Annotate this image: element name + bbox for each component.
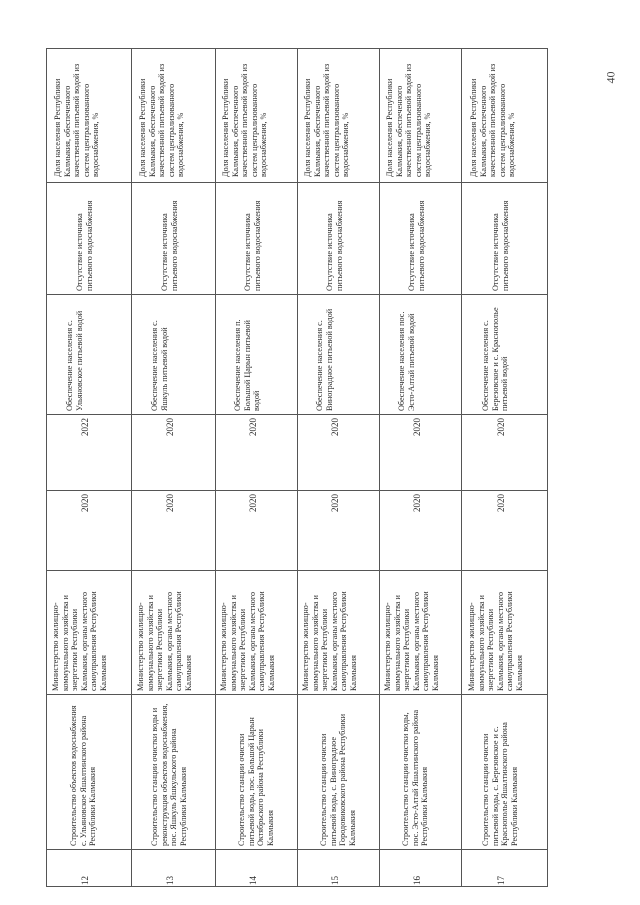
cell-indicator <box>132 48 216 182</box>
table-bottom-border-end <box>47 886 547 887</box>
cell-responsible <box>380 570 462 695</box>
cell-result <box>462 294 548 415</box>
cell-responsible <box>462 570 548 695</box>
cell-object <box>298 694 380 850</box>
result-text: Обеспечение населения с. Ульяновское питьевой водой <box>65 310 84 411</box>
cell-problem <box>47 182 131 295</box>
cell-responsible <box>298 570 380 695</box>
end-year-text: 2022 <box>80 418 90 436</box>
cell-object <box>462 694 548 850</box>
result-text: Обеспечение населения с. Яшкуль питьевой водой <box>150 320 169 411</box>
problem-text: Отсутствие источника питьевого водоснабжения <box>75 200 94 291</box>
table-row <box>461 48 548 887</box>
cell-start-year <box>216 490 298 571</box>
cell-end-year <box>47 414 131 491</box>
cell-result <box>216 294 298 415</box>
cell-end-year <box>462 414 548 491</box>
table-row <box>131 48 216 887</box>
table-row <box>215 48 298 887</box>
object-text: Строительство станции очистки питьевой воды, с. Березовское и с. Краснополье Яшалтинского района Республики Калмыкия <box>481 721 519 846</box>
cell-object <box>380 694 462 850</box>
indicator-text: Доля населения Республики Калмыкия, обеспеченного качественной питьевой водой из систем централизованного водоснабжения, % <box>303 63 351 177</box>
row-number: 16 <box>412 876 422 885</box>
row-number: 12 <box>80 876 90 885</box>
cell-object <box>132 694 216 850</box>
page-number: 40 <box>603 71 618 84</box>
problem-text: Отсутствие источника питьевого водоснабжения <box>160 200 179 291</box>
table-row <box>297 48 380 887</box>
cell-start-year <box>132 490 216 571</box>
cell-end-year <box>132 414 216 491</box>
responsible-text: Министерство жилищно-коммунального хозяйства и энергетики Республики Калмыкия, органы местного самоуправления Республики Калмыкия <box>301 591 358 691</box>
cell-number <box>462 849 548 888</box>
result-text: Обеспечение населения с. Березовское и с. Краснополье питьевой водой <box>481 307 510 411</box>
cell-indicator <box>47 48 131 182</box>
cell-number <box>298 849 380 888</box>
responsible-text: Министерство жилищно-коммунального хозяйства и энергетики Республики Калмыкия, органы местного самоуправления Республики Калмыкия <box>136 591 193 691</box>
object-text: Строительство объектов водоснабжения с. Ульяновское Яшалтинского района Республики Калмыкия <box>69 704 98 846</box>
cell-indicator <box>298 48 380 182</box>
cell-responsible <box>216 570 298 695</box>
problem-text: Отсутствие источника питьевого водоснабжения <box>325 200 344 291</box>
cell-problem <box>380 182 462 295</box>
cell-number <box>216 849 298 888</box>
cell-responsible <box>132 570 216 695</box>
cell-number <box>380 849 462 888</box>
table-row <box>379 48 462 887</box>
result-text: Обеспечение населения п. Большой Царын питьевой водой <box>233 319 262 411</box>
start-year-text: 2020 <box>330 494 340 512</box>
end-year-text: 2020 <box>496 418 506 436</box>
cell-object <box>47 694 131 850</box>
problem-text: Отсутствие источника питьевого водоснабжения <box>491 200 510 291</box>
cell-indicator <box>462 48 548 182</box>
table-row <box>47 48 131 887</box>
cell-start-year <box>462 490 548 571</box>
rotated-table <box>46 48 548 887</box>
indicator-text: Доля населения Республики Калмыкия, обеспеченного качественной питьевой водой из систем централизованного водоснабжения, % <box>469 63 517 177</box>
cell-number <box>47 849 131 888</box>
cell-end-year <box>380 414 462 491</box>
object-text: Строительство станции очистки воды, пос. Эсто-Алтай Яшалтинского района Республики Калмыкия <box>401 709 430 846</box>
cell-problem <box>298 182 380 295</box>
responsible-text: Министерство жилищно-коммунального хозяйства и энергетики Республики Калмыкия, органы местного самоуправления Республики Калмыкия <box>219 591 276 691</box>
object-text: Строительство станции очистки воды и реконструкция объектов водоснабжения, пос. Яшкуль Яшкульского района Республики Калмыкия <box>150 703 188 846</box>
result-text: Обеспечение населения с. Виноградное питьевой водой <box>315 308 334 411</box>
row-number: 17 <box>496 876 506 885</box>
cell-end-year <box>216 414 298 491</box>
object-text: Строительство станции очистки питьевой воды, пос. Большой Царын Октябрьского района Республики Калмыкия <box>237 716 275 846</box>
cell-result <box>132 294 216 415</box>
end-year-text: 2020 <box>412 418 422 436</box>
cell-result <box>298 294 380 415</box>
cell-result <box>380 294 462 415</box>
row-number: 13 <box>165 876 175 885</box>
start-year-text: 2020 <box>165 494 175 512</box>
cell-indicator <box>216 48 298 182</box>
cell-end-year <box>298 414 380 491</box>
cell-start-year <box>47 490 131 571</box>
cell-start-year <box>380 490 462 571</box>
start-year-text: 2020 <box>412 494 422 512</box>
indicator-text: Доля населения Республики Калмыкия, обеспеченного качественной питьевой водой из систем централизованного водоснабжения, % <box>221 63 269 177</box>
start-year-text: 2020 <box>80 494 90 512</box>
cell-responsible <box>47 570 131 695</box>
problem-text: Отсутствие источника питьевого водоснабжения <box>407 200 426 291</box>
cell-start-year <box>298 490 380 571</box>
table-bottom-border <box>47 48 547 49</box>
responsible-text: Министерство жилищно-коммунального хозяйства и энергетики Республики Калмыкия, органы местного самоуправления Республики Калмыкия <box>383 591 440 691</box>
responsible-text: Министерство жилищно-коммунального хозяйства и энергетики Республики Калмыкия, органы местного самоуправления Республики Калмыкия <box>467 591 524 691</box>
cell-problem <box>462 182 548 295</box>
cell-problem <box>216 182 298 295</box>
responsible-text: Министерство жилищно-коммунального хозяйства и энергетики Республики Калмыкия, органы местного самоуправления Республики Калмыкия <box>51 591 108 691</box>
object-text: Строительство станции очистки питьевой воды, с. Виноградное Городовиковского района Республики Калмыкия <box>319 713 357 846</box>
end-year-text: 2020 <box>165 418 175 436</box>
indicator-text: Доля населения Республики Калмыкия, обеспеченного качественной питьевой водой из систем централизованного водоснабжения, % <box>138 63 186 177</box>
cell-problem <box>132 182 216 295</box>
indicator-text: Доля населения Республики Калмыкия, обеспеченного качественной питьевой водой из систем централизованного водоснабжения, % <box>385 63 433 177</box>
end-year-text: 2020 <box>248 418 258 436</box>
row-number: 15 <box>330 876 340 885</box>
cell-number <box>132 849 216 888</box>
cell-object <box>216 694 298 850</box>
indicator-text: Доля населения Республики Калмыкия, обеспеченного качественной питьевой водой из систем централизованного водоснабжения, % <box>53 63 101 177</box>
row-number: 14 <box>248 876 258 885</box>
cell-result <box>47 294 131 415</box>
start-year-text: 2020 <box>248 494 258 512</box>
cell-indicator <box>380 48 462 182</box>
end-year-text: 2020 <box>330 418 340 436</box>
result-text: Обеспечение населения пос. Эсто-Алтай питьевой водой <box>397 311 416 411</box>
start-year-text: 2020 <box>496 494 506 512</box>
problem-text: Отсутствие источника питьевого водоснабжения <box>243 200 262 291</box>
